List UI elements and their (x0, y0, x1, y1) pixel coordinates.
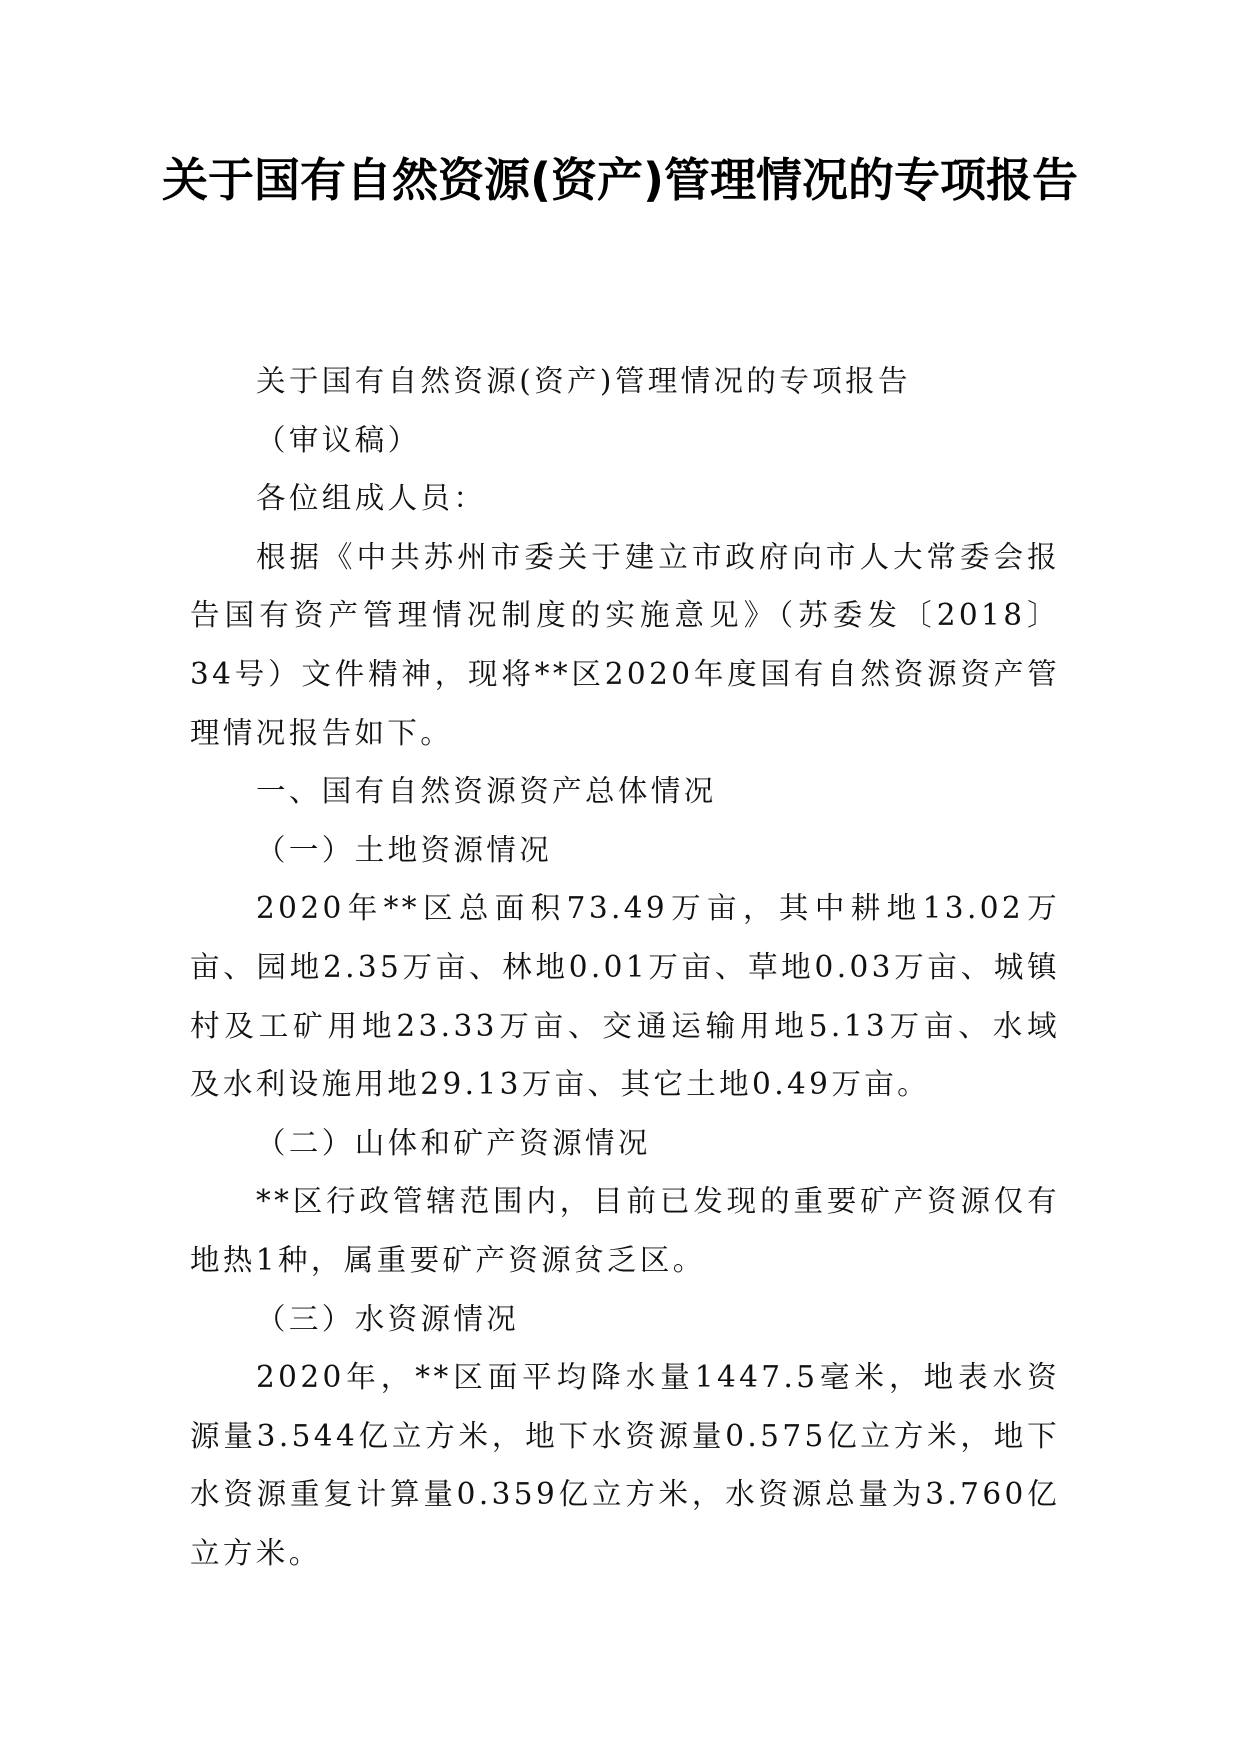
paragraph-intro: 根据《中共苏州市委关于建立市政府向市人大常委会报告国有资产管理情况制度的实施意见》（苏委发〔2018〕34号）文件精神，现将**区2020年度国有自然资源资产管理情况报告如下。 (190, 539, 1060, 750)
paragraph-salutation: 各位组成人员： (256, 481, 487, 516)
document-body (190, 352, 1060, 1582)
subsection-heading-land: （一）土地资源情况 (256, 832, 553, 867)
section-heading-1: 一、国有自然资源资产总体情况 (256, 774, 717, 809)
paragraph-land: 2020年**区总面积73.49万亩，其中耕地13.02万亩、园地2.35万亩、林地0.01万亩、草地0.03万亩、城镇村及工矿用地23.33万亩、交通运输用地5.13万亩、水域及水利设施用地29.13万亩、其它土地0.49万亩。 (190, 891, 1060, 1102)
paragraph-draft-note: （审议稿） (256, 422, 421, 457)
paragraph-heading-repeat: 关于国有自然资源(资产)管理情况的专项报告 (256, 364, 911, 398)
paragraph-water: 2020年，**区面平均降水量1447.5毫米，地表水资源量3.544亿立方米，地下水资源量0.575亿立方米，地下水资源重复计算量0.359亿立方米，水资源总量为3.760亿立方米。 (190, 1360, 1060, 1570)
subsection-heading-mineral: （二）山体和矿产资源情况 (256, 1125, 651, 1160)
paragraph-mineral: **区行政管辖范围内，目前已发现的重要矿产资源仅有地热1种，属重要矿产资源贫乏区。 (190, 1184, 1060, 1277)
document-title: 关于国有自然资源(资产)管理情况的专项报告 (161, 153, 1079, 207)
subsection-heading-water: （三）水资源情况 (256, 1301, 520, 1336)
